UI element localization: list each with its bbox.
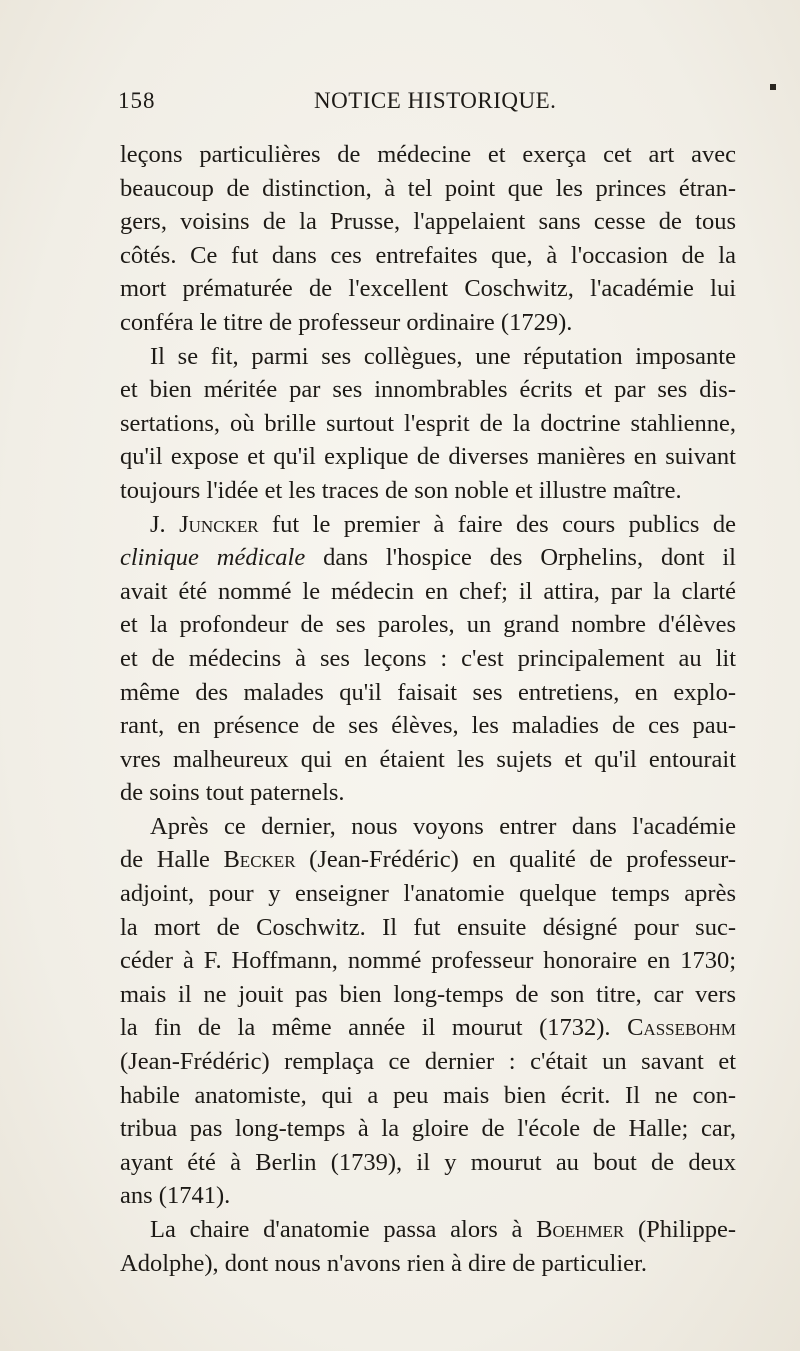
text-line: céder à F. Hoffmann, nommé professeur honoraire en 1730;: [120, 947, 736, 975]
text-line: vres malheureux qui en étaient les sujets et qu'il entourait: [120, 745, 736, 773]
italic-term: clinique médicale: [120, 544, 306, 572]
text-line: avait été nommé le médecin en chef; il attira, par la clarté: [120, 577, 736, 605]
text-line: leçons particulières de médecine et exerça cet art avec: [120, 141, 736, 168]
line-text: La chaire d'anatomie passa alors à: [150, 1216, 537, 1243]
text-line: beaucoup de distinction, à tel point que les princes étran-: [120, 174, 736, 202]
text-line: tribua pas long-temps à la gloire de l'école de Halle; car,: [120, 1115, 736, 1143]
text-line: ans (1741).: [120, 1182, 231, 1210]
person-name: Juncker: [179, 510, 259, 538]
text-line: sertations, où brille surtout l'esprit de la doctrine stahlienne,: [120, 409, 736, 437]
text-line: ayant été à Berlin (1739), il y mourut au bout de deux: [120, 1148, 736, 1176]
printer-mark: [770, 84, 776, 90]
text-line: Adolphe), dont nous n'avons rien à dire de particulier.: [120, 1249, 647, 1277]
text-line: conféra le titre de professeur ordinaire (1729).: [120, 308, 573, 336]
text-line: gers, voisins de la Prusse, l'appelaient sans cesse de tous: [120, 208, 736, 236]
text-line: toujours l'idée et les traces de son noble et illustre maître.: [120, 476, 682, 504]
text-line: rant, en présence de ses élèves, les maladies de ces pau-: [120, 712, 736, 740]
person-name: Cassebohm: [627, 1014, 736, 1042]
line-text: de Halle: [120, 846, 224, 874]
text-line: qu'il expose et qu'il explique de diverses manières en suivant: [120, 443, 736, 471]
text-line: côtés. Ce fut dans ces entrefaites que, à l'occasion de la: [120, 241, 736, 269]
running-title: NOTICE HISTORIQUE.: [314, 88, 557, 113]
text-line: et bien méritée par ses innombrables écrits et par ses dis-: [120, 376, 736, 404]
text-line: mort prématurée de l'excellent Coschwitz, l'académie lui: [120, 275, 736, 303]
person-name: Becker: [223, 846, 296, 874]
line-text: dans l'hospice des Orphelins, dont il: [305, 544, 736, 572]
text-line: mais il ne jouit pas bien long-temps de son titre, car vers: [120, 980, 736, 1008]
line-text: (Philippe-: [624, 1216, 736, 1243]
text-line: et la profondeur de ses paroles, un grand nombre d'élèves: [120, 611, 736, 639]
line-text: la fin de la même année il mourut (1732).: [120, 1014, 628, 1042]
person-name: Boehmer: [536, 1216, 625, 1243]
page-header: [118, 88, 738, 122]
text-line: habile anatomiste, qui a peu mais bien écrit. Il ne con-: [120, 1081, 736, 1109]
text-line: (Jean-Frédéric) remplaça ce dernier : c'était un savant et: [120, 1048, 736, 1076]
text-line: [120, 1011, 736, 1045]
text-line: Il se fit, parmi ses collègues, une réputation imposante: [150, 342, 736, 370]
text-line: [120, 843, 736, 877]
body-text: [120, 138, 736, 1280]
text-line: [120, 508, 736, 542]
text-line: même des malades qu'il faisait ses entretiens, en explo-: [120, 678, 736, 706]
text-line: [120, 1213, 736, 1247]
line-text: (Jean-Frédéric) en qualité de professeur-: [295, 846, 737, 874]
text-line: [120, 541, 736, 575]
text-line: la mort de Coschwitz. Il fut ensuite désigné pour suc-: [120, 913, 736, 941]
text-line: adjoint, pour y enseigner l'anatomie quelque temps après: [120, 880, 736, 908]
page-number: 158: [118, 88, 156, 113]
line-text: fut le premier à faire des cours publics de: [258, 510, 736, 538]
text-line: et de médecins à ses leçons : c'est principalement au lit: [120, 644, 736, 672]
text-line: Après ce dernier, nous voyons entrer dans l'académie: [150, 812, 736, 840]
line-text: J.: [150, 510, 180, 538]
text-line: de soins tout paternels.: [120, 779, 345, 807]
